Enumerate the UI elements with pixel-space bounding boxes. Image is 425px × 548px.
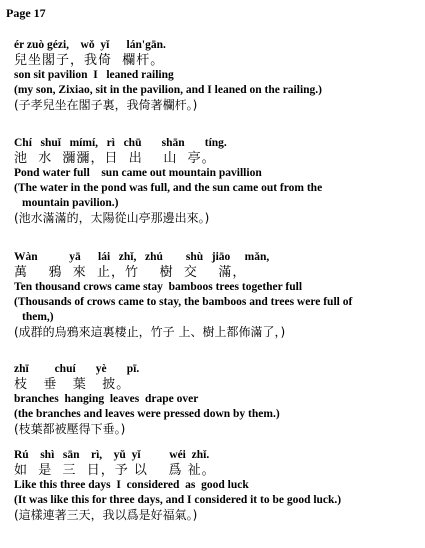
page-number: Page 17: [6, 6, 46, 20]
pinyin-line: Rú shì sān rì, yǔ yǐ wéi zhǐ.: [14, 449, 210, 461]
chinese-note-line: (枝葉都被壓得下垂。): [14, 422, 126, 436]
chinese-note-line: (子孝兒坐在閣子裏，我倚著欄杆。): [14, 98, 198, 112]
gloss-line: Ten thousand crows came stay bamboos trees together full: [14, 281, 303, 293]
gloss-line: Like this three days I considered as good luck: [14, 479, 249, 491]
pinyin-line: ér zuò gézi, wǒ yǐ lán'gān.: [14, 39, 166, 51]
translation-line: (the branches and leaves were pressed down by them.): [14, 408, 280, 420]
gloss-line: Pond water full sun came out mountain pavillion: [14, 167, 262, 179]
chinese-line: 枝 垂 葉 披。: [14, 377, 131, 392]
gloss-line: branches hanging leaves drape over: [14, 393, 199, 405]
chinese-line: 如 是 三 日，予 以 爲 祉。: [14, 463, 216, 478]
gloss-line: son sit pavilion I leaned railing: [14, 69, 174, 81]
pinyin-line: Chí shuǐ mímí, rì chū shān tíng.: [14, 137, 227, 149]
translation-line: (It was like this for three days, and I considered it to be good luck.): [14, 494, 342, 506]
translation-line: (Thousands of crows came to stay, the bamboos and trees were full of: [14, 296, 353, 308]
translation-line: (The water in the pond was full, and the sun came out from the: [14, 182, 323, 194]
chinese-note-line: (池水滿滿的，太陽從山亭那邊出來。): [14, 211, 210, 225]
chinese-line: 池 水 瀰瀰，日 出 山 亭。: [14, 151, 216, 166]
pinyin-line: zhī chuí yè pī.: [14, 363, 140, 375]
chinese-line: 萬 鴉 來 止，竹 樹 交 滿，: [14, 265, 247, 280]
chinese-note-line: (成群的烏鴉來這裏棲止，竹子 上、樹上都佈滿了，): [14, 325, 286, 339]
translation-line: them,): [22, 311, 54, 323]
stanza-4: [14, 362, 419, 437]
stanza-3: [14, 250, 419, 340]
stanza-1: [14, 38, 419, 113]
translation-line: mountain pavilion.): [22, 197, 119, 209]
stanza-2: [14, 136, 419, 226]
stanza-5: [14, 448, 419, 523]
translation-line: (my son, Zixiao, sit in the pavilion, and I leaned on the railing.): [14, 84, 322, 96]
chinese-note-line: (這樣連著三天，我以爲是好福氣。): [14, 508, 198, 522]
pinyin-line: Wàn yā lái zhǐ, zhú shù jiāo mǎn,: [14, 251, 270, 263]
chinese-line: 兒坐閣子，我倚 欄杆。: [14, 53, 165, 68]
